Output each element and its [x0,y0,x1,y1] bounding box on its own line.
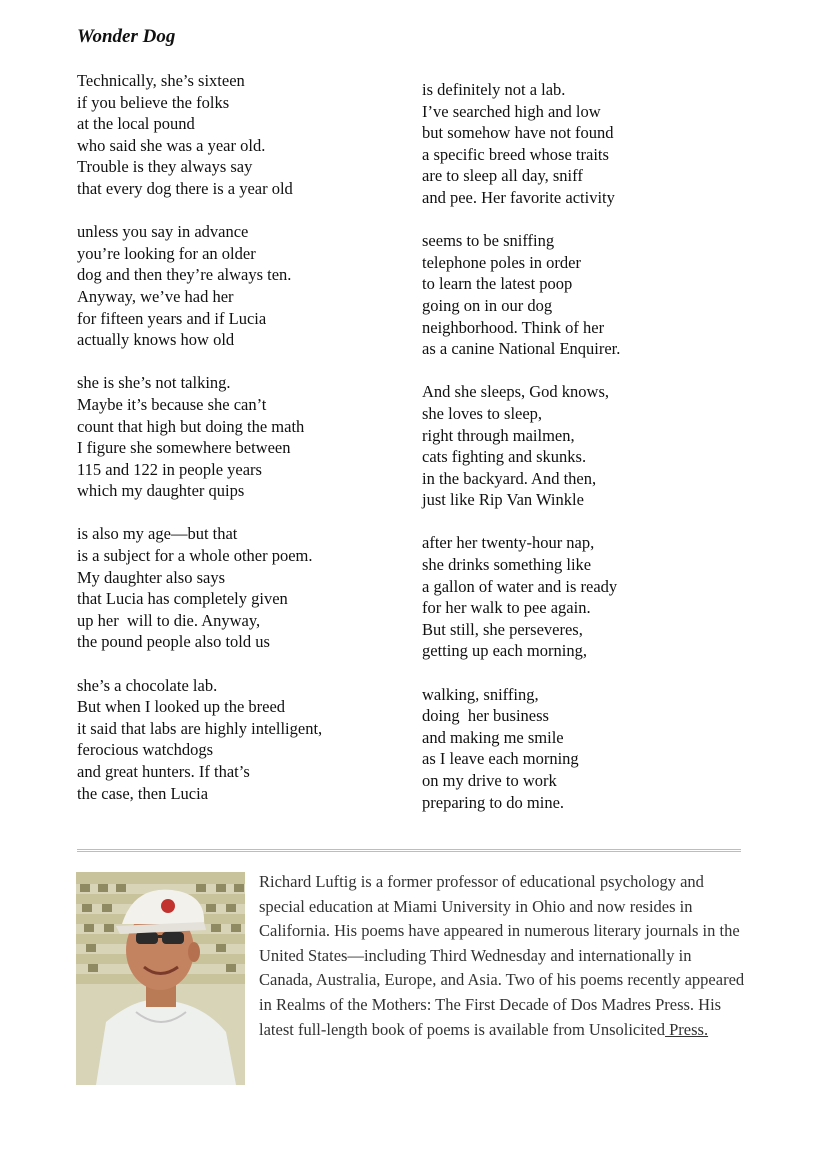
poem-line: and pee. Her favorite activity [422,187,615,207]
poem-line: on my drive to work [422,771,557,790]
poem-line: are to sleep all day, sniff [422,166,583,186]
poem-line: if you believe the folks [77,92,230,112]
poem-line: actually knows how old [77,330,235,350]
poem-line: unless you say in advance [77,222,249,242]
poem-line: she is she’s not talking. [77,373,231,393]
author-bio [259,870,749,1042]
poem-line: up her will to die. Anyway, [77,610,261,630]
poem-line: for her walk to pee again. [422,598,591,618]
poem-line: just like Rip Van Winkle [422,490,584,510]
poem-line: in the backyard. And then, [422,468,597,488]
poem-line: after her twenty-hour nap, [422,533,595,553]
publisher-link[interactable]: Press. [665,1019,709,1039]
poem-left-column [77,70,407,826]
poem-line: is definitely not a lab. [422,80,566,99]
poem-line: and great hunters. If that’s [77,762,250,781]
poem-stanza [422,684,752,814]
poem-stanza [422,79,752,209]
author-bio-text: Richard Luftig is a former professor of educational psychology and special education at Miami University in Ohio and now resides in California. His poems have appeared in numerous literary journals in the United States—including Third Wednesday and internationally in Canada, Australia, Europe, and Asia. Two of his poems recently appeared in Realms of the Mothers: The First Decade of Dos Madres Press. His latest full-length book of poems is available from Unsolicited [259,872,745,1039]
poem-line: Anyway, we’ve had her [77,286,234,306]
poem-line: she loves to sleep, [422,403,543,423]
poem-stanza [422,532,752,662]
poem-line: it said that labs are highly intelligent, [77,718,323,738]
poem-line: which my daughter quips [77,481,245,501]
poem-stanza [77,70,407,200]
poem-line: is a subject for a whole other poem. [77,546,313,566]
poem-line: for fifteen years and if Lucia [77,308,267,328]
poem-line: that every dog there is a year old [77,178,293,198]
poem-line: but somehow have not found [422,123,614,143]
poem-line: count that high but doing the math [77,416,305,436]
poem-line: My daughter also says [77,567,226,587]
poem-line: But still, she perseveres, [422,619,583,639]
author-photo [76,872,245,1085]
poem-stanza [422,230,752,360]
poem-line: that Lucia has completely given [77,589,288,609]
poem-line: is also my age—but that [77,524,238,544]
poem-line: I’ve searched high and low [422,101,601,121]
poem-line: she drinks something like [422,555,592,575]
poem-line: Trouble is they always say [77,157,253,177]
poem-line: seems to be sniffing [422,231,555,251]
poem-right-column [422,79,752,835]
poem-line: doing her business [422,706,549,726]
poem-line: the case, then Lucia [77,783,209,803]
poem-line: who said she was a year old. [77,135,266,155]
poem-line: to learn the latest poop [422,274,573,294]
poem-line: a specific breed whose traits [422,144,609,164]
poem-line: right through mailmen, [422,425,575,445]
poem-stanza [422,381,752,511]
poem-line: as a canine National Enquirer. [422,339,621,359]
poem-line: preparing to do mine. [422,792,565,812]
poem-line: And she sleeps, God knows, [422,382,609,402]
poem-line: I figure she somewhere between [77,438,291,458]
poem-line: getting up each morning, [422,641,587,661]
poem-line: 115 and 122 in people years [77,459,262,479]
poem-line: Maybe it’s because she can’t [77,394,267,414]
poem-line: neighborhood. Think of her [422,317,605,337]
poem-line: the pound people also told us [77,632,270,652]
poem-line: a gallon of water and is ready [422,576,618,596]
poem-line: you’re looking for an older [77,243,256,263]
poem-line: at the local pound [77,114,195,134]
poem-stanza [77,675,407,805]
poem-stanza [77,523,407,653]
poem-stanza [77,372,407,502]
poem-line: going on in our dog [422,295,553,315]
section-divider [77,849,741,852]
poem-line: cats fighting and skunks. [422,447,587,467]
poem-line: ferocious watchdogs [77,740,214,760]
poem-line: Technically, she’s sixteen [77,71,245,90]
poem-stanza [77,221,407,351]
poem-line: as I leave each morning [422,749,579,769]
poem-line: walking, sniffing, [422,684,539,704]
poem-line: dog and then they’re always ten. [77,265,292,285]
poem-line: But when I looked up the breed [77,697,286,717]
poem-line: she’s a chocolate lab. [77,675,218,695]
poem-line: and making me smile [422,727,564,747]
poem-title: Wonder Dog [77,26,176,47]
poem-line: telephone poles in order [422,252,581,272]
